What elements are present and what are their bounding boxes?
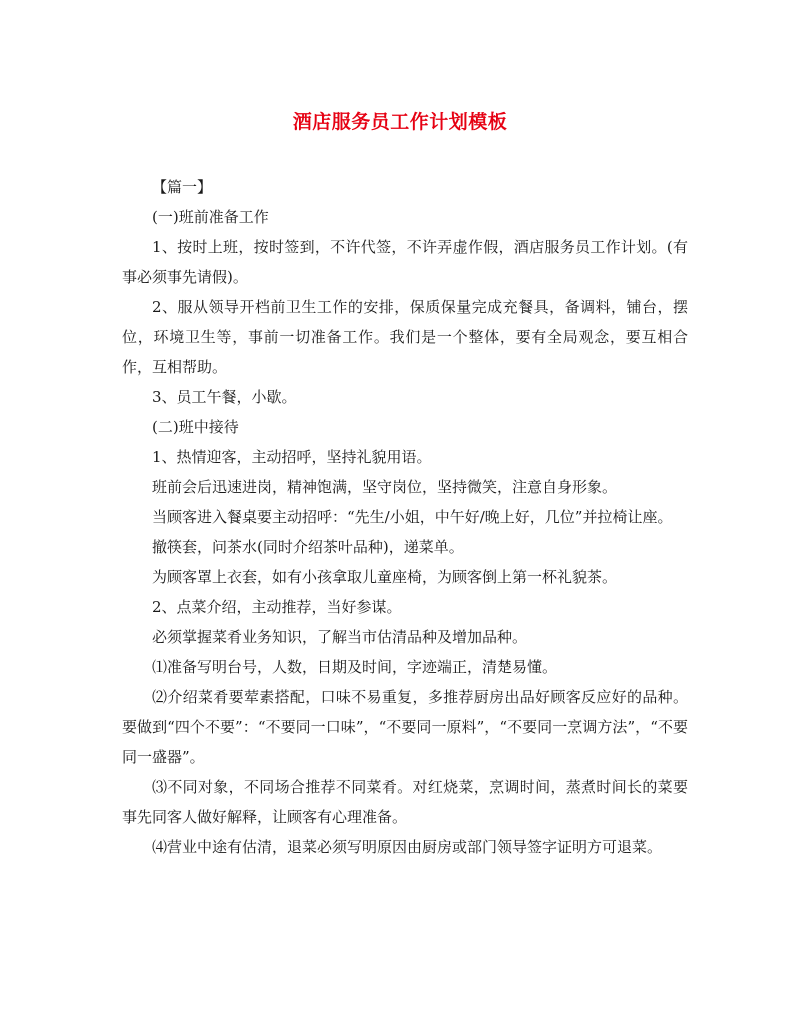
paragraph: 2、服从领导开档前卫生工作的安排，保质保量完成充餐具，备调料，铺台，摆位，环境卫生等，事前一切准备工作。我们是一个整体，要有全局观念，要互相合作，互相帮助。 <box>122 298 688 376</box>
paragraph: 当顾客进入餐桌要主动招呼：“先生/小姐，中午好/晚上好，几位”并拉椅让座。 <box>152 508 673 526</box>
paragraph: 1、按时上班，按时签到，不许代签，不许弄虚作假，酒店服务员工作计划。(有事必须事先请假)。 <box>122 238 688 286</box>
paragraph: ⑵介绍菜肴要荤素搭配，口味不易重复，多推荐厨房出品好顾客反应好的品种。要做到“四个不要”：“不要同一口味”，“不要同一原料”，“不要同一烹调方法”，“不要同一盛器”。 <box>122 688 688 766</box>
paragraph: 班前会后迅速进岗，精神饱满，坚守岗位，坚持微笑，注意自身形象。 <box>152 478 618 496</box>
paragraph: ⑶不同对象，不同场合推荐不同菜肴。对红烧菜，烹调时间，蒸煮时间长的菜要事先同客人做好解释，让顾客有心理准备。 <box>122 778 688 826</box>
paragraph: 必须掌握菜肴业务知识，了解当市估清品种及增加品种。 <box>152 628 528 646</box>
document-title: 酒店服务员工作计划模板 <box>292 111 508 133</box>
paragraph: 3、员工午餐，小歇。 <box>152 388 297 406</box>
paragraph: 撤筷套，问茶水(同时介绍茶叶品种)，递菜单。 <box>152 538 464 556</box>
paragraph: 1、热情迎客，主动招呼，坚持礼貌用语。 <box>152 448 432 466</box>
section-heading: 【篇一】 <box>152 178 213 196</box>
paragraph: 2、点菜介绍，主动推荐，当好参谋。 <box>152 598 402 616</box>
paragraph: ⑴准备写明台号，人数，日期及时间，字迹端正，清楚易懂。 <box>152 658 558 676</box>
paragraph: ⑷营业中途有估清，退菜必须写明原因由厨房或部门领导签字证明方可退菜。 <box>152 838 663 856</box>
subsection-heading: (一)班前准备工作 <box>152 208 269 226</box>
paragraph: 为顾客罩上衣套，如有小孩拿取儿童座椅，为顾客倒上第一杯礼貌茶。 <box>152 568 618 586</box>
document-body <box>122 172 688 862</box>
subsection-heading: (二)班中接待 <box>152 418 239 436</box>
